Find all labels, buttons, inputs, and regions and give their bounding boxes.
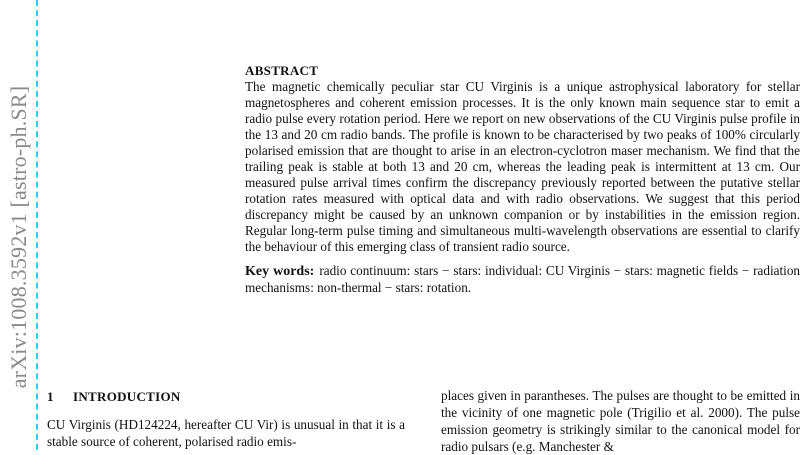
introduction-right-text: places given in parantheses. The pulses are thought to be emitted in the vicinity of one magnetic pole (Trigilio et al. 2000). The pulse emission geometry is strikingly similar to the canonical model for radio pulsars (e.g. Manchester & <box>441 388 800 454</box>
keywords-label: Key words: <box>245 264 315 279</box>
abstract-heading: ABSTRACT <box>245 63 319 78</box>
introduction-left-text: CU Virginis (HD124224, hereafter CU Vir) is unusual in that it is a stable source of coherent, polarised radio emis- <box>47 417 405 449</box>
section-number: 1 <box>47 389 54 404</box>
keywords-text: radio continuum: stars − stars: individual: CU Virginis − stars: magnetic fields − radiation mechanisms: non-thermal − stars: rotation. <box>245 263 800 295</box>
abstract-text: The magnetic chemically peculiar star CU Virginis is a unique astrophysical laboratory for stellar magnetospheres and coherent emission processes. It is the only known main sequence star to emit a radio pulse every rotation period. Here we report on new observations of the CU Virginis pulse profile in the 13 and 20 cm radio bands. The profile is known to be characterised by two peaks of 100% circularly polarised emission that are thought to arise in an electron-cyclotron maser mechanism. We find that the trailing peak is stable at both 13 and 20 cm, whereas the leading peak is intermittent at 13 cm. Our measured pulse arrival times confirm the discrepancy previously reported between the putative stellar rotation rates measured with optical data and with radio observations. We suggest that this period discrepancy might be caused by an unknown companion or by instabilities in the emission region. Regular long-term pulse timing and simultaneous multi-wavelength observations are essential to clarify the behaviour of this emerging class of transient radio source. <box>245 79 800 254</box>
left-column <box>47 388 405 450</box>
section-heading-introduction <box>47 388 405 405</box>
right-column <box>441 387 800 455</box>
keywords <box>245 263 800 296</box>
arxiv-margin <box>0 0 38 450</box>
arxiv-identifier: arXiv:1008.3592v1 [astro-ph.SR] <box>6 85 31 389</box>
section-title: INTRODUCTION <box>73 389 181 404</box>
abstract-section <box>245 63 800 296</box>
